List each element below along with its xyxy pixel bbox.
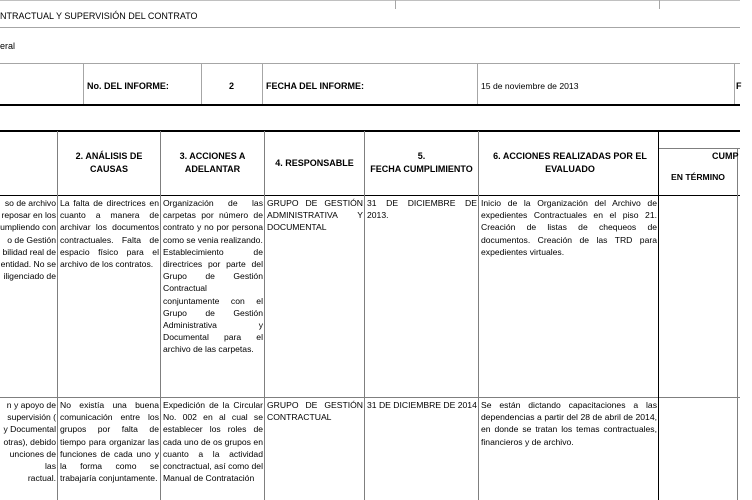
info-divider xyxy=(734,63,735,105)
rule xyxy=(0,63,740,64)
info-divider xyxy=(477,63,478,105)
header-analisis: 2. ANÁLISIS DE CAUSAS xyxy=(75,151,143,174)
row2-acciones: Expedición de la Circular No. 002 en al cual se establecer los roles de cada uno de os grupos en cuanto a la actividad conctractual, así como del Manual de Contratación xyxy=(163,400,263,484)
row2-fecha: 31 DE DICIEMBRE DE 2014 xyxy=(367,400,477,410)
row2-acciones-realizadas: Se están dictando capacitaciones a las dependencias a partir del 28 de abril de 2014, en donde se tratan los temas contractuales, financieros y de archivo. xyxy=(481,400,657,447)
row2-hallazgo: n y apoyo de supervisión ( y Documental otras), debido unciones de las ractual. xyxy=(3,400,56,484)
report-date-value: 15 de noviembre de 2013 xyxy=(481,81,579,91)
top-border xyxy=(0,0,740,1)
header-fecha-number: 5. xyxy=(417,151,426,161)
row1-responsable: GRUPO DE GESTIÓN ADMINISTRATIVA Y DOCUMENTAL xyxy=(267,198,363,233)
header-cumplimiento: CUMP xyxy=(712,151,739,161)
group-subdivider xyxy=(659,148,740,149)
col-line xyxy=(160,131,161,500)
report-number-label: No. DEL INFORME: xyxy=(87,81,169,91)
col-line xyxy=(364,131,365,500)
header-acciones-realizadas: 6. ACCIONES REALIZADAS POR EL EVALUADO xyxy=(493,151,647,174)
table-top-border xyxy=(0,130,740,132)
row1-analisis: La falta de directrices en cuanto a manera de archivar los documentos contractuales. Falta de espacio físico para el archivo de los contratos. xyxy=(60,198,159,270)
subtitle-line: eral xyxy=(0,41,16,51)
info-bottom-border xyxy=(0,104,740,106)
col-line xyxy=(658,131,659,500)
row2-analisis: No existía una buena comunicación entre los grupos por falta de tiempo para organizar las funciones de cada uno y la forma como se trabajaría conjuntamente. xyxy=(60,400,159,484)
row1-fecha: 31 DE DICIEMBRE DE 2013. xyxy=(367,198,477,221)
report-number-value: 2 xyxy=(228,81,234,91)
col-line xyxy=(264,131,265,500)
header-fecha xyxy=(365,150,478,176)
rule xyxy=(0,27,740,28)
col-line xyxy=(478,131,479,500)
row-divider xyxy=(0,397,740,398)
header-acciones: 3. ACCIONES A ADELANTAR xyxy=(179,151,246,174)
header-responsable: 4. RESPONSABLE xyxy=(275,158,354,168)
row1-acciones-realizadas: Inicio de la Organización del Archivo de expedientes Contractuales en el piso 21. Creación de listas de chequeos de documentos. Creación de las TRD para expedientes virtuales. xyxy=(481,198,657,257)
info-divider xyxy=(262,63,263,105)
col-line xyxy=(737,148,738,500)
col-line xyxy=(57,131,58,500)
header-bottom-border xyxy=(0,195,740,196)
row1-acciones: Organización de las carpetas por número de contrato y no por persona como se venia realizando. Establecimiento de directrices por parte del Grupo de Gestión Contractual conjuntamente con el Grupo de Gestión Administrativa y Documental para el archivo de las carpetas. xyxy=(163,198,263,355)
report-date-label: FECHA DEL INFORME: xyxy=(266,81,364,91)
top-divider xyxy=(659,0,660,9)
row2-responsable: GRUPO DE GESTIÓN CONTRACTUAL xyxy=(267,400,363,423)
title-line: NTRACTUAL Y SUPERVISIÓN DEL CONTRATO xyxy=(0,11,198,21)
row1-hallazgo: so de archivo reposar en los umpliendo con o de Gestión bilidad real de entidad. No se iligenciado de xyxy=(0,198,56,282)
info-divider xyxy=(83,63,84,105)
top-divider xyxy=(395,0,396,9)
header-en-termino: EN TÉRMINO xyxy=(671,172,725,182)
header-fecha-text: FECHA CUMPLIMIENTO xyxy=(370,164,473,174)
cut-label: F xyxy=(736,81,742,91)
